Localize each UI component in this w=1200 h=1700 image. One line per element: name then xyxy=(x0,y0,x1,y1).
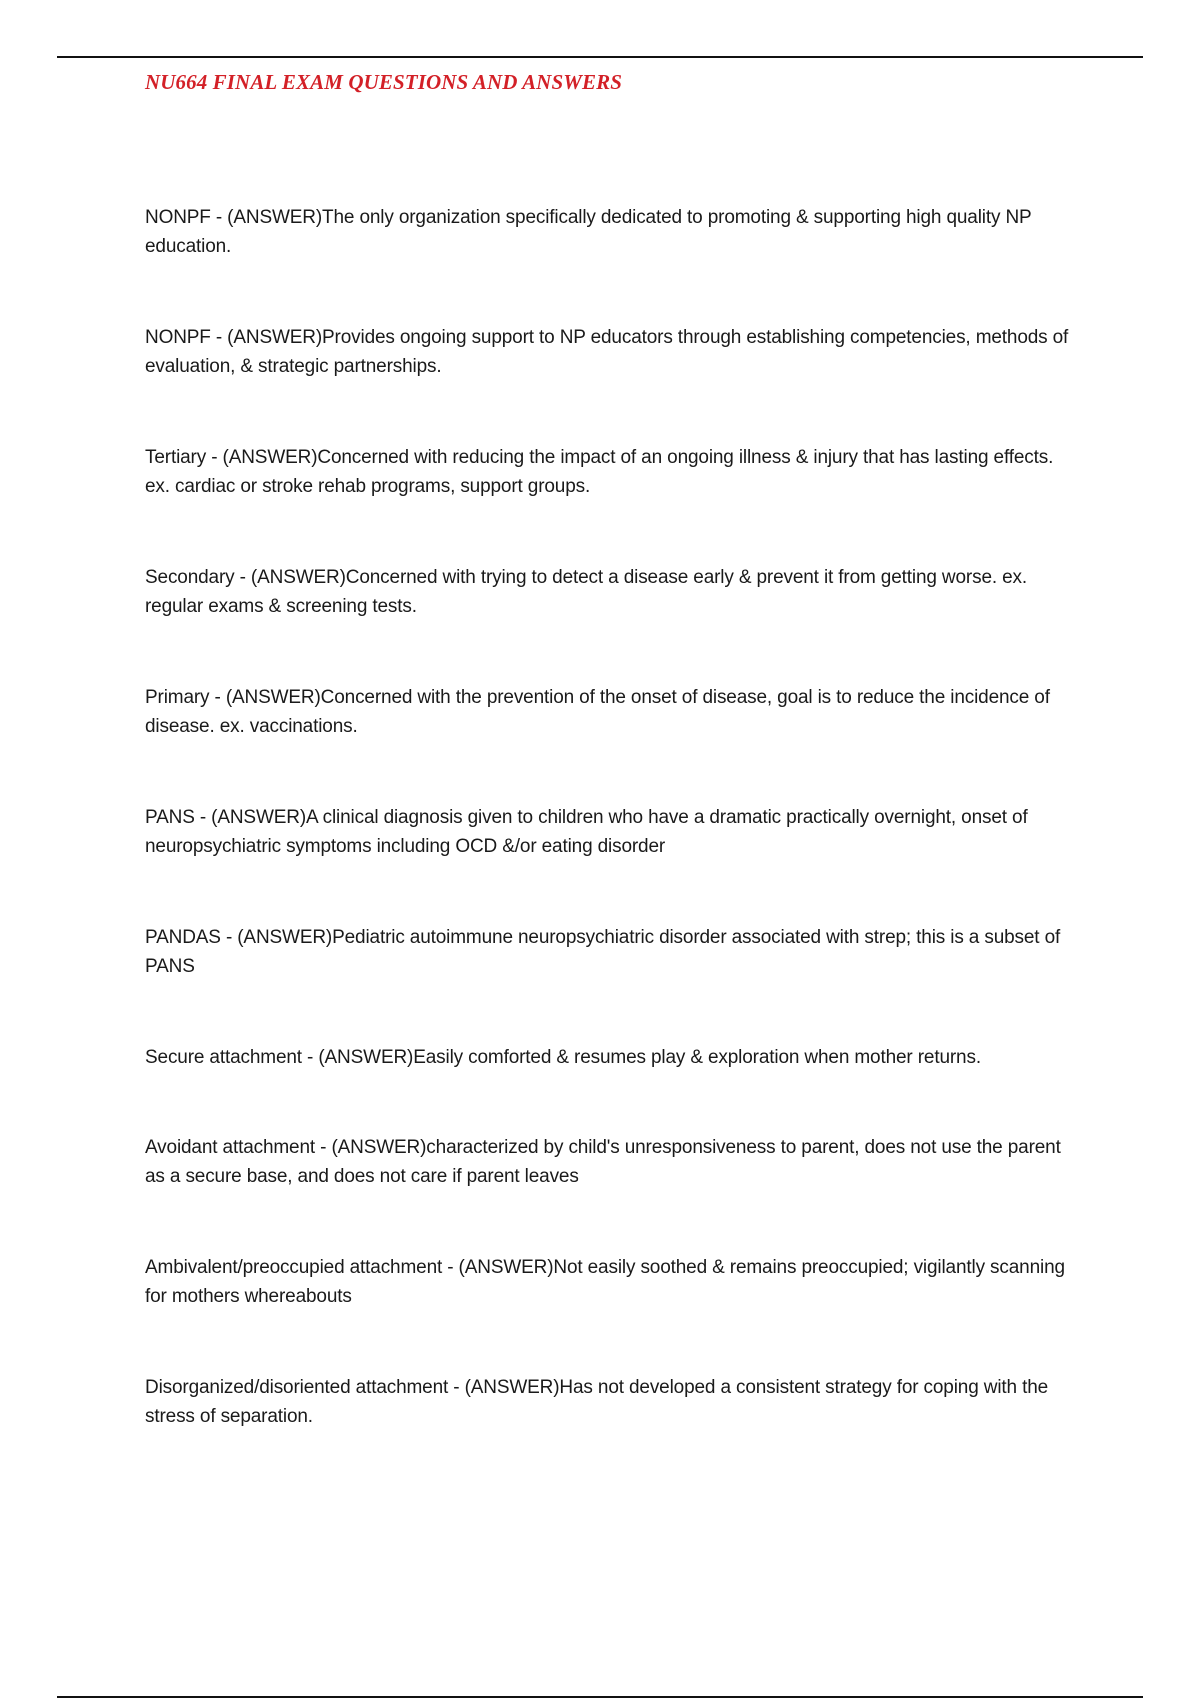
qa-entry: PANDAS - (ANSWER)Pediatric autoimmune neuropsychiatric disorder associated with strep; this is a subset of PANS xyxy=(145,927,1061,977)
footer-divider xyxy=(57,1696,1143,1698)
qa-entry: Tertiary - (ANSWER)Concerned with reducing the impact of an ongoing illness & injury that has lasting effects. ex. cardiac or stroke rehab programs, support groups. xyxy=(145,447,1054,497)
qa-entry: Secondary - (ANSWER)Concerned with trying to detect a disease early & prevent it from getting worse. ex. regular exams & screening tests. xyxy=(145,567,1028,617)
qa-entry: Disorganized/disoriented attachment - (ANSWER)Has not developed a consistent strategy for coping with the stress of separation. xyxy=(145,1377,1049,1427)
qa-entry: Avoidant attachment - (ANSWER)characterized by child's unresponsiveness to parent, does not use the parent as a secure base, and does not care if parent leaves xyxy=(145,1137,1061,1187)
document-title: NU664 FINAL EXAM QUESTIONS AND ANSWERS xyxy=(145,70,622,94)
qa-entry: Primary - (ANSWER)Concerned with the prevention of the onset of disease, goal is to reduce the incidence of disease. ex. vaccinations. xyxy=(145,687,1050,737)
qa-entry: Ambivalent/preoccupied attachment - (ANSWER)Not easily soothed & remains preoccupied; vigilantly scanning for mothers whereabouts xyxy=(145,1257,1065,1307)
header-divider xyxy=(57,56,1143,58)
qa-entry: NONPF - (ANSWER)The only organization specifically dedicated to promoting & supporting high quality NP education. xyxy=(145,207,1032,257)
qa-entry: NONPF - (ANSWER)Provides ongoing support to NP educators through establishing competencies, methods of evaluation, & strategic partnerships. xyxy=(145,327,1069,377)
qa-entry: Secure attachment - (ANSWER)Easily comforted & resumes play & exploration when mother returns. xyxy=(145,1047,981,1068)
qa-entry: PANS - (ANSWER)A clinical diagnosis given to children who have a dramatic practically overnight, onset of neuropsychiatric symptoms including OCD &/or eating disorder xyxy=(145,807,1028,857)
